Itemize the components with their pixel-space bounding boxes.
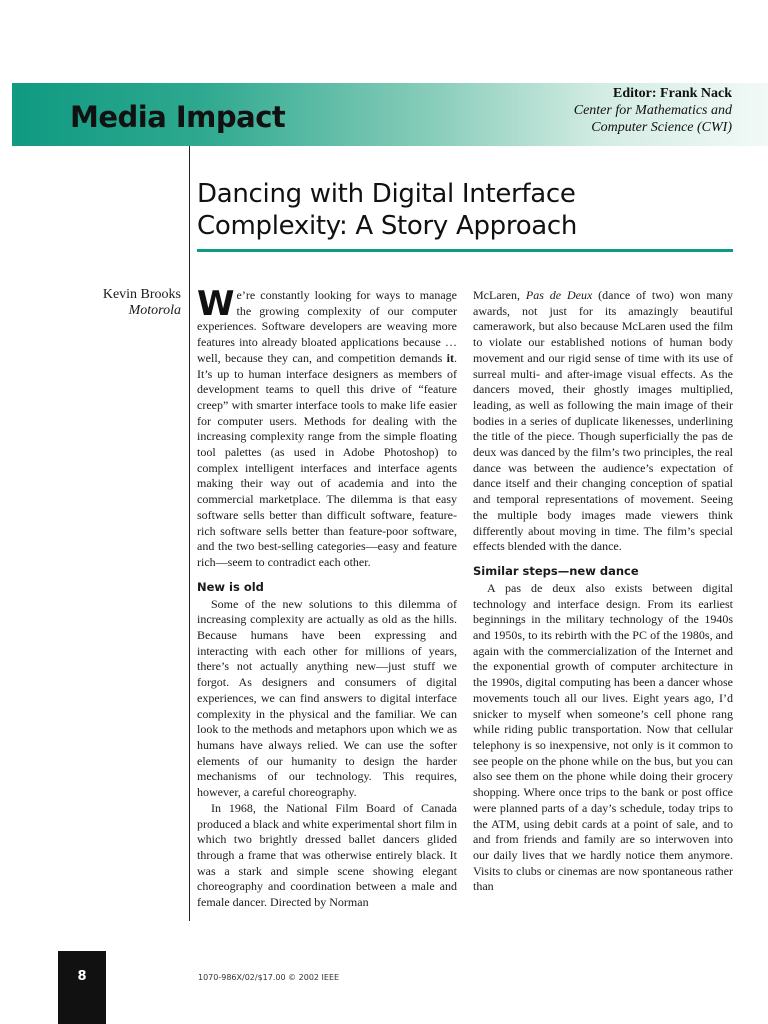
paragraph-new-is-old: Some of the new solutions to this dilemma of increasing complexity are actually as old as the hills. Because humans have been expressing and interacting with each other for millions of years, there’s not actually anything new—just stuff we forgot. As designers and consumers of digital experiences, we can find answers to digital interface complexity in the physical and the familiar. We can look to the methods and metaphors upon which we as humans have always relied. We can use the softer elements of our humanity to design the harder mechanisms of our technology. This requires, however, a careful choreography. bbox=[197, 596, 457, 800]
intro-emphasis: it bbox=[446, 350, 454, 365]
pas-de-deux-rest: (dance of two) won many awards, not just for its amazingly beautiful camerawork, but also because McLaren used the film to violate our established notions of human body movement and our rigid sense of time with its use of surreal multi- and after-image visual effects. As the dancers moved, their ghostly images multiplied, leading, as well as following the main image of their bodies in a series of duplicate likenesses, underlining the title of the piece. Though superficially the pas de deux was danced by the film’s two principles, the real dance was between the audience’s expectation of dance itself and their changing conception of spatial and temporal representations of movement. Seeing the multiple body images made viewers think differently about moving in time. The film’s special effects blended with the dance. bbox=[473, 288, 733, 554]
author-affiliation: Motorola bbox=[128, 303, 181, 318]
paragraph-pas-de-deux bbox=[473, 288, 733, 555]
copyright-line: 1070-986X/02/$17.00 © 2002 IEEE bbox=[198, 973, 340, 982]
heading-new-is-old: New is old bbox=[197, 579, 264, 594]
margin-rule bbox=[189, 146, 190, 921]
film-title: Pas de Deux bbox=[525, 288, 593, 302]
article-title-line-2: Complexity: A Story Approach bbox=[197, 211, 578, 241]
intro-text-lead: e’re constantly looking for ways to manage the growing complexity of our computer experiences. Software developers are weaving more features into already bloated applications because … well, because they can, and competition demands bbox=[197, 288, 457, 365]
author-block bbox=[40, 287, 181, 319]
editor-name: Editor: Frank Nack bbox=[613, 86, 732, 101]
paragraph-similar-steps: A pas de deux also exists between digital technology and interface design. From its earliest beginnings in the military technology of the 1940s and 1950s, to its rebirth with the PC of the 1980s, and again with the commercialization of the Internet and the exponential growth of computer architecture in the 1990s, digital computing has been a dancer whose movements touch all our lives. Eight years ago, I’d snicker to myself when someone’s cell phone rang while riding public transportation. Now that cellular telephony is so inexpensive, not only is it common to see people on the phone while on the bus, but you can also see them on the phone while doing their grocery shopping. Where once trips to the bank or post office were planned parts of a day’s schedule, today trips to the ATM, using debit cards at a point of sale, and to and from friends and family are so interwoven into our daily lives that we hardly notice them anymore. Visits to clubs or cinemas are now spontaneous rather than bbox=[473, 580, 733, 894]
page-number-box bbox=[58, 951, 106, 1024]
author-name: Kevin Brooks bbox=[102, 287, 181, 302]
paragraph-intro bbox=[197, 288, 457, 571]
pas-de-deux-lead: McLaren, bbox=[473, 288, 526, 302]
title-rule bbox=[197, 249, 733, 252]
heading-similar-steps: Similar steps—new dance bbox=[473, 563, 639, 578]
editor-credit bbox=[574, 85, 732, 136]
drop-cap: W bbox=[197, 288, 235, 324]
section-title: Media Impact bbox=[70, 100, 286, 134]
intro-text-rest: . It’s up to human interface designers as members of development teams to quell this drive of “feature creep” with smarter interface tools to make life easier for computer users. Methods for dealing with the increasing complexity range from the simple floating tool palettes (as used in Adobe Photoshop) to complex intelligent interfaces and interface agents making their way out of academia and into the commercial marketplace. The dilemma is that easy software sells better than difficult software, feature-rich software sells better than feature-poor software, and the two best-selling categories—easy and feature rich—seem to contradict each other. bbox=[197, 350, 457, 569]
article-title-line-1: Dancing with Digital Interface bbox=[197, 179, 576, 209]
article-title bbox=[197, 178, 737, 242]
text-column-2 bbox=[473, 288, 733, 928]
page-number: 8 bbox=[77, 969, 87, 984]
text-column-1 bbox=[197, 288, 457, 928]
editor-org-line-1: Center for Mathematics and bbox=[573, 103, 732, 118]
paragraph-1968: In 1968, the National Film Board of Canada produced a black and white experimental short film in which two brightly dressed ballet dancers glided through a frame that was otherwise entirely black. It was a stark and simple scene showing elegant choreography and coordination between a male and female dancer. Directed by Norman bbox=[197, 800, 457, 910]
editor-org-line-2: Computer Science (CWI) bbox=[591, 120, 732, 135]
